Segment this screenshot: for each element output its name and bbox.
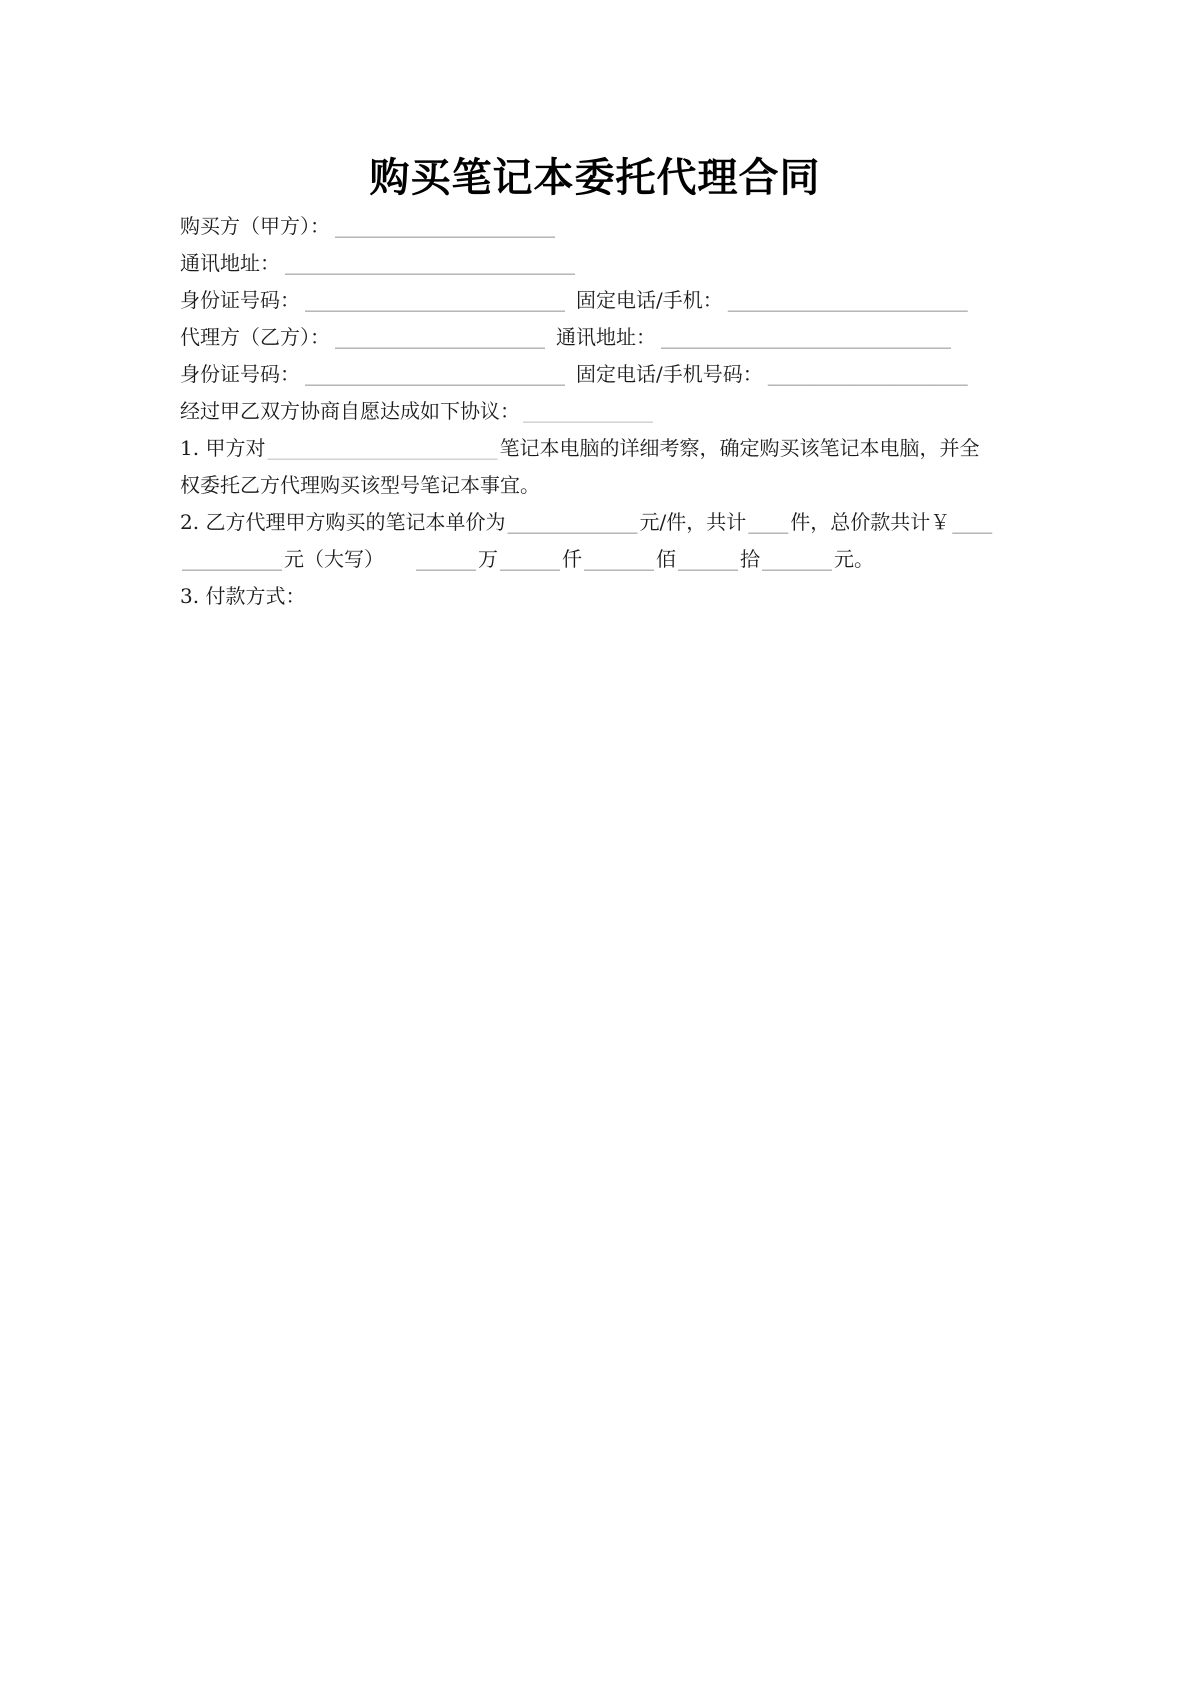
clause-text: 拾 [740,547,760,571]
agent-phone-label: 固定电话/手机号码： [576,362,763,386]
clause-text: 笔记本电脑的详细考察，确定购买该笔记本电脑，并全 [499,436,980,460]
fill-in-blank[interactable]: ______ [678,547,738,571]
fill-in-blank[interactable]: ____ [952,510,993,534]
fill-in-blank[interactable]: _______________________ [267,436,498,460]
agreement-intro-blank[interactable]: _____________ [523,399,653,423]
clause-text: 1. 甲方对 [180,436,266,460]
field-row-agreement-intro [180,393,1010,430]
fill-in-blank[interactable]: _______ [584,547,654,571]
clause-2 [180,504,1010,578]
clause-text: 元（大写） [284,547,374,571]
field-row-buyer-id-phone [180,282,1010,319]
field-row-agent-name-address [180,319,1010,356]
buyer-address-blank[interactable]: _____________________________ [285,251,575,275]
fill-in-blank[interactable]: ______ [500,547,560,571]
clause-text: 元/件，共计 [639,510,747,534]
fill-in-blank[interactable]: _______ [762,547,832,571]
fill-in-blank[interactable]: ____ [748,510,789,534]
fill-in-blank[interactable]: _____________ [507,510,638,534]
buyer-name-blank[interactable]: ______________________ [335,214,555,238]
clause-text: 权委托乙方代理购买该型号笔记本事宜。 [180,473,540,497]
buyer-name-label: 购买方（甲方）： [180,214,330,238]
agent-name-blank[interactable]: _____________________ [335,325,545,349]
clause-text [374,547,414,571]
fill-in-blank[interactable]: ______ [416,547,476,571]
clause-1 [180,430,1010,504]
clause-1-line-2 [180,467,1010,504]
clause-1-line-1 [180,430,1010,467]
fill-in-blank[interactable]: __________ [182,547,282,571]
field-row-agent-id-phone [180,356,1010,393]
buyer-phone-label: 固定电话/手机： [576,288,723,312]
agent-id-blank[interactable]: __________________________ [305,362,565,386]
clause-text: 仟 [562,547,582,571]
clause-text: 元。 [834,547,874,571]
field-row-buyer-name [180,208,1010,245]
clause-text: 万 [478,547,498,571]
agent-name-label: 代理方（乙方）： [180,325,330,349]
clause-2-line-1 [180,504,1010,541]
clause-text: 件，总价款共计￥ [790,510,951,534]
clause-text: 佰 [656,547,676,571]
clause-3 [180,578,1010,615]
buyer-id-label: 身份证号码： [180,288,300,312]
buyer-phone-blank[interactable]: ________________________ [727,288,968,312]
document-title: 购买笔记本委托代理合同 [369,154,821,201]
buyer-id-blank[interactable]: __________________________ [305,288,565,312]
clause-text: 2. 乙方代理甲方购买的笔记本单价为 [180,510,506,534]
agent-id-label: 身份证号码： [180,362,300,386]
agreement-intro-label: 经过甲乙双方协商自愿达成如下协议： [180,399,520,423]
agent-address-blank[interactable]: _____________________________ [661,325,951,349]
agent-address-label: 通讯地址： [556,325,656,349]
clause-3-text: 3. 付款方式： [180,584,306,608]
agent-phone-blank[interactable]: ____________________ [767,362,968,386]
clause-2-line-2 [180,541,1010,578]
field-row-buyer-address [180,245,1010,282]
buyer-address-label: 通讯地址： [180,251,280,275]
